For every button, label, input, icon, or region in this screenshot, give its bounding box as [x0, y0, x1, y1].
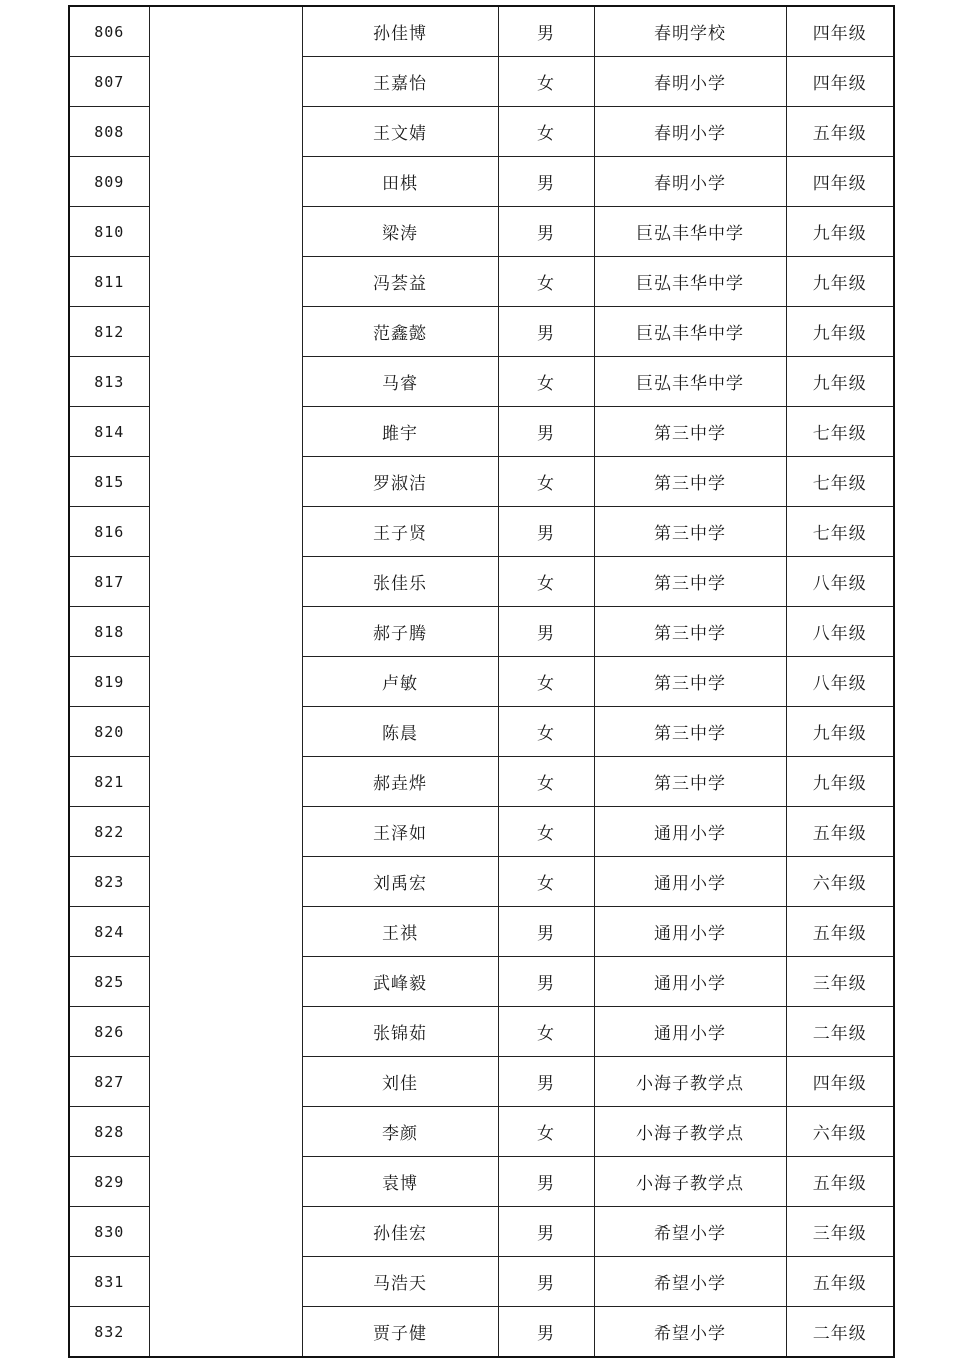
table-row	[69, 1107, 894, 1157]
student-name-cell: 王祺	[302, 907, 498, 957]
grade-cell: 九年级	[786, 207, 894, 257]
empty-cell	[149, 607, 302, 657]
row-number-cell: 815	[69, 457, 149, 507]
gender-cell: 女	[498, 1007, 594, 1057]
school-cell: 巨弘丰华中学	[594, 257, 786, 307]
student-name-cell: 王子贤	[302, 507, 498, 557]
gender-cell: 女	[498, 757, 594, 807]
student-name-cell: 王文婧	[302, 107, 498, 157]
table-row	[69, 857, 894, 907]
student-name-cell: 郝垚烨	[302, 757, 498, 807]
school-cell: 巨弘丰华中学	[594, 207, 786, 257]
grade-cell: 四年级	[786, 6, 894, 57]
grade-cell: 九年级	[786, 757, 894, 807]
grade-cell: 七年级	[786, 507, 894, 557]
grade-cell: 八年级	[786, 657, 894, 707]
row-number-cell: 811	[69, 257, 149, 307]
table-row	[69, 357, 894, 407]
gender-cell: 男	[498, 1057, 594, 1107]
grade-cell: 二年级	[786, 1307, 894, 1358]
empty-cell	[149, 507, 302, 557]
grade-cell: 九年级	[786, 307, 894, 357]
gender-cell: 男	[498, 607, 594, 657]
school-cell: 第三中学	[594, 407, 786, 457]
empty-cell	[149, 707, 302, 757]
gender-cell: 男	[498, 207, 594, 257]
table-row	[69, 607, 894, 657]
school-cell: 第三中学	[594, 457, 786, 507]
empty-cell	[149, 457, 302, 507]
school-cell: 第三中学	[594, 707, 786, 757]
empty-cell	[149, 307, 302, 357]
gender-cell: 男	[498, 407, 594, 457]
row-number-cell: 807	[69, 57, 149, 107]
table-row	[69, 957, 894, 1007]
grade-cell: 四年级	[786, 1057, 894, 1107]
student-name-cell: 田棋	[302, 157, 498, 207]
student-name-cell: 范鑫懿	[302, 307, 498, 357]
grade-cell: 九年级	[786, 257, 894, 307]
empty-cell	[149, 1307, 302, 1358]
gender-cell: 男	[498, 907, 594, 957]
table-row	[69, 1207, 894, 1257]
table-row	[69, 657, 894, 707]
grade-cell: 七年级	[786, 457, 894, 507]
table-row	[69, 1057, 894, 1107]
student-name-cell: 孙佳宏	[302, 1207, 498, 1257]
gender-cell: 男	[498, 507, 594, 557]
school-cell: 小海子教学点	[594, 1107, 786, 1157]
table-row	[69, 6, 894, 57]
grade-cell: 四年级	[786, 157, 894, 207]
school-cell: 希望小学	[594, 1257, 786, 1307]
table-row	[69, 207, 894, 257]
table-row	[69, 257, 894, 307]
student-name-cell: 马浩天	[302, 1257, 498, 1307]
row-number-cell: 817	[69, 557, 149, 607]
row-number-cell: 828	[69, 1107, 149, 1157]
empty-cell	[149, 1207, 302, 1257]
grade-cell: 九年级	[786, 357, 894, 407]
grade-cell: 八年级	[786, 557, 894, 607]
school-cell: 巨弘丰华中学	[594, 357, 786, 407]
table-row	[69, 307, 894, 357]
gender-cell: 女	[498, 857, 594, 907]
gender-cell: 男	[498, 1307, 594, 1358]
row-number-cell: 809	[69, 157, 149, 207]
student-name-cell: 张锦茹	[302, 1007, 498, 1057]
empty-cell	[149, 257, 302, 307]
row-number-cell: 819	[69, 657, 149, 707]
empty-cell	[149, 207, 302, 257]
grade-cell: 五年级	[786, 807, 894, 857]
table-row	[69, 507, 894, 557]
grade-cell: 三年级	[786, 957, 894, 1007]
empty-cell	[149, 1107, 302, 1157]
school-cell: 巨弘丰华中学	[594, 307, 786, 357]
row-number-cell: 821	[69, 757, 149, 807]
row-number-cell: 826	[69, 1007, 149, 1057]
school-cell: 希望小学	[594, 1307, 786, 1358]
row-number-cell: 808	[69, 107, 149, 157]
empty-cell	[149, 407, 302, 457]
empty-cell	[149, 1157, 302, 1207]
roster-table-container	[68, 5, 893, 1344]
grade-cell: 五年级	[786, 907, 894, 957]
row-number-cell: 806	[69, 6, 149, 57]
table-row	[69, 757, 894, 807]
school-cell: 通用小学	[594, 857, 786, 907]
row-number-cell: 831	[69, 1257, 149, 1307]
row-number-cell: 820	[69, 707, 149, 757]
student-name-cell: 王嘉怡	[302, 57, 498, 107]
empty-cell	[149, 857, 302, 907]
school-cell: 小海子教学点	[594, 1057, 786, 1107]
table-row	[69, 1007, 894, 1057]
table-row	[69, 57, 894, 107]
student-roster-table	[68, 5, 895, 1358]
grade-cell: 五年级	[786, 1157, 894, 1207]
empty-cell	[149, 757, 302, 807]
empty-cell	[149, 557, 302, 607]
school-cell: 第三中学	[594, 557, 786, 607]
school-cell: 春明小学	[594, 57, 786, 107]
table-row	[69, 1307, 894, 1358]
gender-cell: 男	[498, 1207, 594, 1257]
student-name-cell: 冯荟益	[302, 257, 498, 307]
gender-cell: 女	[498, 657, 594, 707]
table-row	[69, 707, 894, 757]
grade-cell: 三年级	[786, 1207, 894, 1257]
row-number-cell: 812	[69, 307, 149, 357]
student-name-cell: 刘佳	[302, 1057, 498, 1107]
student-name-cell: 罗淑洁	[302, 457, 498, 507]
school-cell: 希望小学	[594, 1207, 786, 1257]
student-name-cell: 李颜	[302, 1107, 498, 1157]
table-row	[69, 557, 894, 607]
grade-cell: 二年级	[786, 1007, 894, 1057]
empty-cell	[149, 1007, 302, 1057]
school-cell: 通用小学	[594, 907, 786, 957]
gender-cell: 男	[498, 6, 594, 57]
school-cell: 第三中学	[594, 507, 786, 557]
row-number-cell: 829	[69, 1157, 149, 1207]
grade-cell: 四年级	[786, 57, 894, 107]
student-name-cell: 卢敏	[302, 657, 498, 707]
row-number-cell: 813	[69, 357, 149, 407]
school-cell: 春明学校	[594, 6, 786, 57]
student-name-cell: 雎宇	[302, 407, 498, 457]
row-number-cell: 818	[69, 607, 149, 657]
grade-cell: 六年级	[786, 857, 894, 907]
gender-cell: 男	[498, 1157, 594, 1207]
row-number-cell: 810	[69, 207, 149, 257]
student-name-cell: 武峰毅	[302, 957, 498, 1007]
student-name-cell: 袁博	[302, 1157, 498, 1207]
gender-cell: 女	[498, 807, 594, 857]
table-row	[69, 157, 894, 207]
row-number-cell: 830	[69, 1207, 149, 1257]
grade-cell: 八年级	[786, 607, 894, 657]
table-row	[69, 407, 894, 457]
school-cell: 春明小学	[594, 107, 786, 157]
gender-cell: 女	[498, 557, 594, 607]
row-number-cell: 824	[69, 907, 149, 957]
table-row	[69, 907, 894, 957]
gender-cell: 女	[498, 57, 594, 107]
empty-cell	[149, 807, 302, 857]
school-cell: 通用小学	[594, 1007, 786, 1057]
table-row	[69, 457, 894, 507]
student-name-cell: 梁涛	[302, 207, 498, 257]
table-row	[69, 807, 894, 857]
empty-cell	[149, 957, 302, 1007]
grade-cell: 五年级	[786, 107, 894, 157]
empty-cell	[149, 157, 302, 207]
school-cell: 通用小学	[594, 807, 786, 857]
table-row	[69, 1257, 894, 1307]
table-row	[69, 107, 894, 157]
empty-cell	[149, 907, 302, 957]
student-name-cell: 刘禹宏	[302, 857, 498, 907]
roster-body	[69, 6, 894, 1357]
gender-cell: 女	[498, 707, 594, 757]
school-cell: 通用小学	[594, 957, 786, 1007]
student-name-cell: 孙佳博	[302, 6, 498, 57]
row-number-cell: 816	[69, 507, 149, 557]
student-name-cell: 贾子健	[302, 1307, 498, 1358]
empty-cell	[149, 357, 302, 407]
row-number-cell: 823	[69, 857, 149, 907]
gender-cell: 女	[498, 257, 594, 307]
row-number-cell: 814	[69, 407, 149, 457]
row-number-cell: 827	[69, 1057, 149, 1107]
row-number-cell: 825	[69, 957, 149, 1007]
gender-cell: 女	[498, 107, 594, 157]
gender-cell: 男	[498, 957, 594, 1007]
school-cell: 第三中学	[594, 757, 786, 807]
gender-cell: 男	[498, 157, 594, 207]
grade-cell: 六年级	[786, 1107, 894, 1157]
student-name-cell: 张佳乐	[302, 557, 498, 607]
grade-cell: 七年级	[786, 407, 894, 457]
table-row	[69, 1157, 894, 1207]
empty-cell	[149, 1257, 302, 1307]
grade-cell: 五年级	[786, 1257, 894, 1307]
empty-cell	[149, 107, 302, 157]
row-number-cell: 832	[69, 1307, 149, 1358]
school-cell: 第三中学	[594, 657, 786, 707]
empty-cell	[149, 657, 302, 707]
gender-cell: 女	[498, 357, 594, 407]
gender-cell: 女	[498, 457, 594, 507]
empty-cell	[149, 57, 302, 107]
student-name-cell: 马睿	[302, 357, 498, 407]
row-number-cell: 822	[69, 807, 149, 857]
school-cell: 小海子教学点	[594, 1157, 786, 1207]
grade-cell: 九年级	[786, 707, 894, 757]
student-name-cell: 陈晨	[302, 707, 498, 757]
gender-cell: 女	[498, 1107, 594, 1157]
school-cell: 第三中学	[594, 607, 786, 657]
student-name-cell: 郝子腾	[302, 607, 498, 657]
school-cell: 春明小学	[594, 157, 786, 207]
student-name-cell: 王泽如	[302, 807, 498, 857]
empty-cell	[149, 6, 302, 57]
gender-cell: 男	[498, 1257, 594, 1307]
empty-cell	[149, 1057, 302, 1107]
gender-cell: 男	[498, 307, 594, 357]
